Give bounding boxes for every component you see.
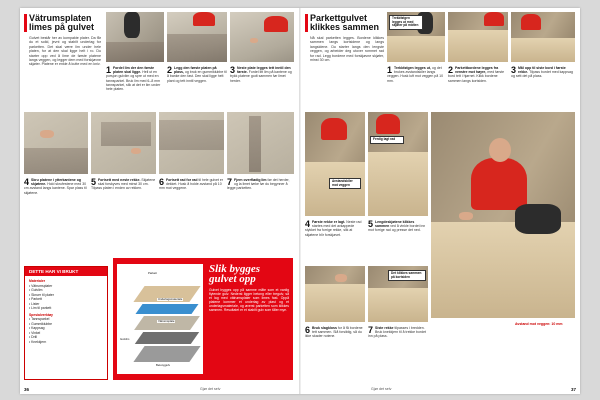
step-4: 4 Første rekke er lagt. Neste rad startes med det avkappede stykket fra forrige rekke, slik at skjøtene blir forskjøvet. [305, 219, 362, 237]
folio: Gjør det selv [371, 387, 392, 391]
photo-step-3 [230, 12, 294, 62]
parquet-board [511, 38, 575, 62]
photo-step-4 [24, 112, 88, 174]
callout-1: Trekkfølgen legges ut med skjøter på midten [389, 15, 423, 30]
materials-item: • Vätrumsplater [29, 283, 53, 288]
person-shirt [471, 158, 527, 210]
step-2: 2 Parkettbordene legges fra venstre mot høyre, med første bord tett i hjørnet. Klikk bordene sammen langs kortsiden. [448, 65, 505, 83]
floor-plate [159, 120, 224, 150]
person-shirt [484, 12, 504, 26]
materials-item: • Gulvlim [29, 288, 43, 292]
layer-glue [135, 332, 199, 344]
step-6: 6 Bruk slagkloss for å få bordene tett sammen. Slå forsiktig, så du ikke skader notene. [305, 325, 363, 339]
tools-item: • Vinkel [29, 330, 41, 335]
materials-item: • Skruer til plater [29, 292, 54, 297]
label-parkett: Parkett [148, 271, 157, 275]
step-1: 1 Fordel lim der den første platen skal ligge. Hell ut en porsjon gulvlim og spre ut med en tannsparkel. Bruk lim med 6–8 mm tannsparkel, slik at det er lim under hele platen. [106, 65, 161, 92]
tools-item: • Knekkjern [29, 339, 47, 344]
person-shirt [521, 14, 541, 30]
page-number: 36 [24, 387, 30, 392]
person-legs [124, 12, 140, 38]
materials-box-body [29, 279, 103, 344]
floor-plate [101, 122, 151, 146]
parquet-board [368, 288, 428, 322]
step-6: 6 Fortsett rad for rad til hele gulvet er dekket. Husk å holde avstand på 10 mm mot veggene. [159, 177, 224, 191]
floor-plate [24, 148, 88, 174]
photo-step-7 [368, 266, 428, 322]
person-head [489, 138, 511, 162]
page-title: Parkettgulvet klikkes sammen [310, 13, 380, 32]
materials-box-heading: DETTE HAR VI BRUKT [25, 267, 107, 276]
materials-item: • Lister [29, 301, 40, 306]
main-photo-caption: Avstand mot veggen: 10 mm [515, 322, 563, 326]
intro-text: Nå skal parketten legges. Bordene klikkes sammen langs kortsidene og langs langsidene. Du starter langs den lengste veggen, og arbeider deg utover rommet rad for rad. Legg bordene med forskjøvne skjøter, minst 30 cm. [310, 36, 384, 63]
materials-subheading: Materialer [29, 279, 46, 283]
layer-concrete [133, 346, 200, 362]
photo-step-6 [305, 266, 365, 322]
panel-title: Slik bygges gulvet opp [209, 263, 261, 285]
intro-text: Gulvet består her av kompakte plater. Da får du et solid, jevnt og stabilt underlag for parketten. Det skal være lim under hele platen, for at den skal ligge helt i ro. Du starter opp ved å lime de første platene langs veggen, og legger dem med forskjøvne skjøter. Platene er enkle å kutte med en kniv. [29, 36, 101, 67]
label-underlag: Underlagsmateriale [158, 297, 183, 301]
folio: Gjør det selv [200, 387, 221, 391]
tools-item: • Kappsag [29, 326, 45, 330]
floor-plate [106, 42, 164, 62]
callout-4: Det klikkes sammen på kortsiden [388, 270, 426, 281]
photo-step-3 [511, 12, 575, 62]
title-accent [305, 14, 308, 32]
materials-box [24, 266, 108, 380]
step-5: 5 Lengdeskjøtene klikkes sammen ved å vinkle bordet inn mot forrige rad og presse det ned. [368, 219, 426, 233]
photo-main [431, 112, 575, 318]
step-1: 1 Trekkfølgen legges ut, og det brukes avstandskiler langs veggen. Husk luft mot veggen på 10 mm. [387, 65, 444, 83]
callout-3: Ferdig lagt rad [370, 136, 404, 144]
step-7: 7 Fjern overflødig lim før det herder, og la limet tørke før du begynner å legge parketten. [227, 177, 290, 191]
photo-step-7 [227, 112, 294, 174]
step-4: 4 Skru platene i ytterkantene og skjøtene. Hold skrufestene med 30 cm avstand langs kantene. Spar plass til skjøtene. [24, 177, 87, 195]
magazine-spread [20, 8, 580, 394]
label-betong: Betonggulv [156, 363, 170, 367]
step-7: 7 Siste rekke tilpasses i bredden. Bruk knekkjern til å trekke bordet inn på plass. [368, 325, 426, 339]
person-legs [515, 204, 561, 234]
photo-step-6 [159, 112, 224, 174]
step-3: 3 Neste plate legges tett inntil den første. Fordel litt lim på kantene og trykk platene godt sammen før limet herder. [230, 65, 292, 83]
layer-info-panel [113, 258, 293, 380]
layer-diagram [117, 264, 203, 374]
floor-plate [167, 34, 227, 62]
person-hand [250, 38, 258, 43]
parquet-board [431, 222, 575, 318]
photo-step-2 [448, 12, 508, 62]
label-gulvlim: Gulvlim [120, 337, 130, 341]
photo-step-5 [368, 112, 428, 216]
label-vatrumsplate: Vätrumsplate [158, 319, 175, 323]
floor-plate [249, 116, 261, 172]
person-shirt [264, 16, 288, 32]
page-title: Vätrumsplaten limes på gulvet [29, 13, 95, 32]
parquet-board [368, 152, 428, 216]
step-2: 2 Legg den første platen på plass, og bruk en gummiklubbe til å banke den fast. Den skal ligge helt plant og tett inntil veggen. [167, 65, 227, 83]
tools-item: • Gummiklubbe [29, 321, 53, 326]
materials-item: • Lim til parkett [29, 306, 52, 310]
layer-underlay [135, 304, 198, 314]
materials-item: • Parkett [29, 297, 42, 301]
photo-step-2 [167, 12, 227, 62]
photo-step-4 [305, 112, 365, 216]
left-page [20, 8, 299, 394]
parquet-board [305, 284, 365, 322]
person-hand [40, 130, 54, 138]
person-hand [459, 212, 473, 220]
person-hand [131, 148, 141, 154]
parquet-board [448, 30, 508, 62]
person-shirt [376, 114, 400, 134]
parquet-board [387, 36, 445, 62]
tools-subheading: Spesialverktøy [29, 312, 53, 317]
callout-2: Avstandskiler mot veggen [329, 178, 361, 189]
page-number: 37 [570, 387, 576, 392]
person-shirt [321, 118, 347, 140]
right-page [301, 8, 580, 394]
step-5: 5 Fortsett med neste rekke. Skjøtene skal forskyves med minst 30 cm. Tilpass platen i enden av rekken. [91, 177, 156, 191]
person-shirt [193, 12, 215, 26]
photo-step-5 [91, 112, 156, 174]
tools-item: • Tannsparkel [29, 317, 50, 321]
photo-step-1 [387, 12, 445, 62]
step-3: 3 Mål opp til siste bord i første rekke. Tilpass bordet med kappsag og sett det på plass. [511, 65, 573, 79]
tools-item: • Drill [29, 335, 37, 339]
person-hand [335, 274, 347, 282]
title-accent [24, 14, 27, 32]
photo-step-1 [106, 12, 164, 62]
panel-text: Gulvet bygges opp på samme måte som et vanlig flytende gulv. Nederst ligger betong eller tregulv, så et lag med vätrumsplater som limes fast. Oppå platene kommer et underlag av plast og et underlagsmateriale, og øverst parketten som klikkes sammen. Resultatet er et stabilt gulv som tåler mye. [209, 288, 289, 313]
